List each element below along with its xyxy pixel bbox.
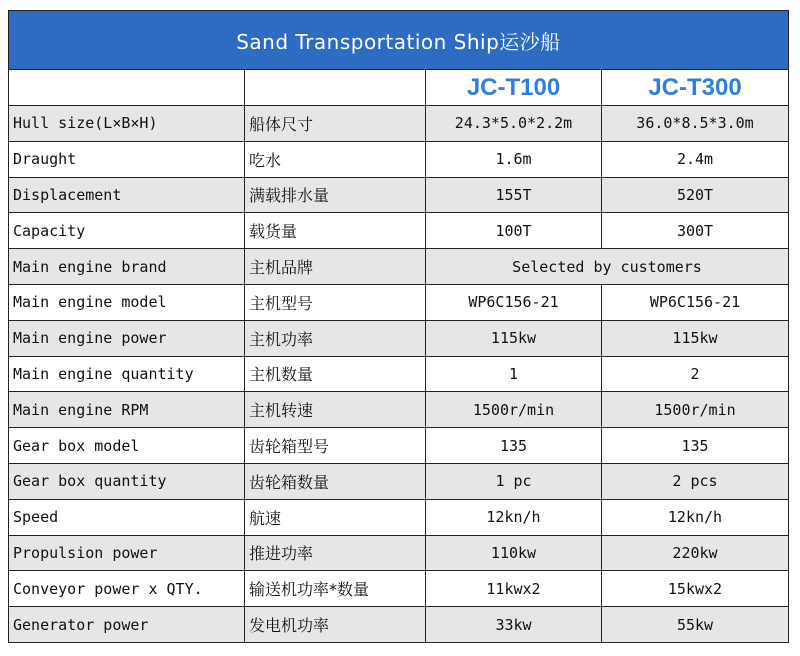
param-name-cn: 主机功率	[245, 320, 426, 356]
merged-value-cell: Selected by customers	[426, 249, 789, 285]
value-jc-t100: 1	[426, 356, 602, 392]
value-jc-t300: 36.0*8.5*3.0m	[602, 106, 789, 142]
table-row	[9, 106, 789, 142]
value-jc-t300: 520T	[602, 177, 789, 213]
param-name-cn: 发电机功率	[245, 607, 426, 643]
spec-table-container	[8, 10, 788, 643]
value-jc-t300: 300T	[602, 213, 789, 249]
value-jc-t300: 55kw	[602, 607, 789, 643]
param-name-en: Gear box quantity	[9, 463, 245, 499]
value-jc-t100: WP6C156-21	[426, 284, 602, 320]
value-jc-t100: 33kw	[426, 607, 602, 643]
param-name-en: Main engine RPM	[9, 392, 245, 428]
param-name-en: Conveyor power x QTY.	[9, 571, 245, 607]
header-blank-cn	[245, 70, 426, 106]
param-name-cn: 航速	[245, 499, 426, 535]
param-name-en: Draught	[9, 141, 245, 177]
table-row	[9, 607, 789, 643]
table-row	[9, 499, 789, 535]
param-name-en: Gear box model	[9, 428, 245, 464]
param-name-en: Main engine model	[9, 284, 245, 320]
table-row	[9, 320, 789, 356]
param-name-cn: 齿轮箱型号	[245, 428, 426, 464]
title-row	[9, 11, 789, 70]
value-jc-t300: 2.4m	[602, 141, 789, 177]
table-row	[9, 428, 789, 464]
param-name-en: Main engine power	[9, 320, 245, 356]
header-blank-en	[9, 70, 245, 106]
param-name-en: Main engine brand	[9, 249, 245, 285]
value-jc-t100: 24.3*5.0*2.2m	[426, 106, 602, 142]
table-row	[9, 535, 789, 571]
table-row	[9, 463, 789, 499]
param-name-en: Hull size(L×B×H)	[9, 106, 245, 142]
table-row	[9, 356, 789, 392]
model-header-1: JC-T100	[426, 70, 602, 106]
value-jc-t100: 1 pc	[426, 463, 602, 499]
table-row	[9, 177, 789, 213]
model-header-2: JC-T300	[602, 70, 789, 106]
table-row	[9, 392, 789, 428]
spec-table	[8, 10, 789, 643]
param-name-cn: 载货量	[245, 213, 426, 249]
value-jc-t300: 135	[602, 428, 789, 464]
table-title: Sand Transportation Ship运沙船	[9, 11, 789, 70]
param-name-cn: 主机品牌	[245, 249, 426, 285]
table-row	[9, 284, 789, 320]
param-name-cn: 吃水	[245, 141, 426, 177]
param-name-cn: 船体尺寸	[245, 106, 426, 142]
value-jc-t300: 2	[602, 356, 789, 392]
value-jc-t100: 1500r/min	[426, 392, 602, 428]
model-header-row	[9, 70, 789, 106]
value-jc-t100: 110kw	[426, 535, 602, 571]
table-row	[9, 141, 789, 177]
param-name-cn: 主机型号	[245, 284, 426, 320]
value-jc-t100: 155T	[426, 177, 602, 213]
value-jc-t100: 100T	[426, 213, 602, 249]
value-jc-t300: 2 pcs	[602, 463, 789, 499]
value-jc-t300: 15kwx2	[602, 571, 789, 607]
value-jc-t300: 12kn/h	[602, 499, 789, 535]
value-jc-t100: 115kw	[426, 320, 602, 356]
param-name-en: Main engine quantity	[9, 356, 245, 392]
param-name-cn: 齿轮箱数量	[245, 463, 426, 499]
param-name-cn: 主机转速	[245, 392, 426, 428]
value-jc-t100: 11kwx2	[426, 571, 602, 607]
value-jc-t300: 115kw	[602, 320, 789, 356]
table-row	[9, 249, 789, 285]
param-name-cn: 主机数量	[245, 356, 426, 392]
param-name-en: Displacement	[9, 177, 245, 213]
param-name-en: Speed	[9, 499, 245, 535]
value-jc-t100: 12kn/h	[426, 499, 602, 535]
table-row	[9, 571, 789, 607]
value-jc-t300: WP6C156-21	[602, 284, 789, 320]
param-name-cn: 推进功率	[245, 535, 426, 571]
param-name-cn: 输送机功率*数量	[245, 571, 426, 607]
param-name-en: Generator power	[9, 607, 245, 643]
param-name-cn: 满载排水量	[245, 177, 426, 213]
table-row	[9, 213, 789, 249]
value-jc-t100: 1.6m	[426, 141, 602, 177]
value-jc-t300: 1500r/min	[602, 392, 789, 428]
value-jc-t100: 135	[426, 428, 602, 464]
value-jc-t300: 220kw	[602, 535, 789, 571]
param-name-en: Capacity	[9, 213, 245, 249]
param-name-en: Propulsion power	[9, 535, 245, 571]
